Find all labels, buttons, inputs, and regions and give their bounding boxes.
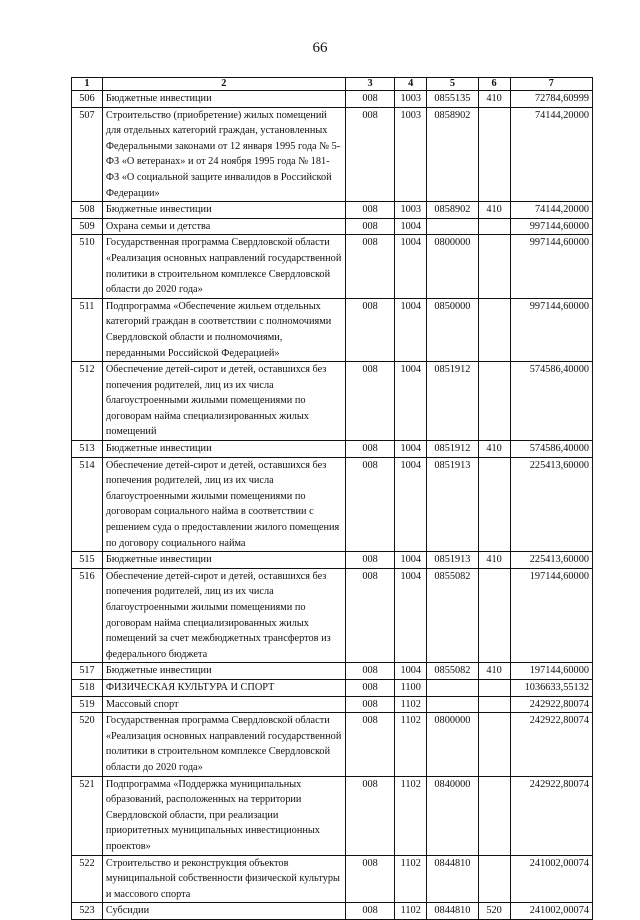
target-article-cell xyxy=(427,679,478,696)
section-code-cell: 1102 xyxy=(395,776,427,855)
row-number-cell: 512 xyxy=(72,362,103,441)
table-row xyxy=(72,679,593,696)
table-row xyxy=(72,202,593,219)
column-header: 7 xyxy=(510,78,592,91)
column-header: 2 xyxy=(102,78,345,91)
amount-cell: 74144,20000 xyxy=(510,202,592,219)
amount-cell: 225413,60000 xyxy=(510,457,592,552)
item-name-cell: Подпрограмма «Поддержка муниципальных образований, расположенных на территории Свердловской области, при реализации приоритетных муниципальных инвестиционных проектов» xyxy=(102,776,345,855)
target-article-cell: 0855082 xyxy=(427,568,478,663)
section-code-cell: 1004 xyxy=(395,362,427,441)
amount-cell: 241002,00074 xyxy=(510,855,592,903)
table-row xyxy=(72,903,593,920)
section-code-cell: 1100 xyxy=(395,679,427,696)
department-code-cell: 008 xyxy=(345,696,394,713)
table-header-row xyxy=(72,78,593,91)
row-number-cell: 523 xyxy=(72,903,103,920)
target-article-cell: 0858902 xyxy=(427,107,478,202)
expense-type-cell xyxy=(478,855,510,903)
department-code-cell: 008 xyxy=(345,457,394,552)
target-article-cell: 0800000 xyxy=(427,235,478,298)
row-number-cell: 510 xyxy=(72,235,103,298)
department-code-cell: 008 xyxy=(345,552,394,569)
amount-cell: 574586,40000 xyxy=(510,441,592,458)
row-number-cell: 517 xyxy=(72,663,103,680)
section-code-cell: 1004 xyxy=(395,457,427,552)
amount-cell: 1036633,55132 xyxy=(510,679,592,696)
expense-type-cell xyxy=(478,107,510,202)
table-row xyxy=(72,235,593,298)
table-row xyxy=(72,568,593,663)
item-name-cell: Обеспечение детей-сирот и детей, оставшихся без попечения родителей, лиц из их числа благоустроенными жилыми помещениями по договорам найма специализированных жилых помещений xyxy=(102,362,345,441)
row-number-cell: 518 xyxy=(72,679,103,696)
table-row xyxy=(72,552,593,569)
table-row xyxy=(72,776,593,855)
section-code-cell: 1102 xyxy=(395,903,427,920)
amount-cell: 74144,20000 xyxy=(510,107,592,202)
section-code-cell: 1004 xyxy=(395,298,427,361)
item-name-cell: Строительство и реконструкция объектов муниципальной собственности физической культуры и массового спорта xyxy=(102,855,345,903)
table-row xyxy=(72,457,593,552)
section-code-cell: 1004 xyxy=(395,235,427,298)
table-body xyxy=(72,91,593,920)
target-article-cell: 0844810 xyxy=(427,903,478,920)
row-number-cell: 516 xyxy=(72,568,103,663)
item-name-cell: Субсидии xyxy=(102,903,345,920)
department-code-cell: 008 xyxy=(345,202,394,219)
target-article-cell: 0844810 xyxy=(427,855,478,903)
section-code-cell: 1004 xyxy=(395,552,427,569)
row-number-cell: 519 xyxy=(72,696,103,713)
item-name-cell: Государственная программа Свердловской области «Реализация основных направлений государственной политики в строительном комплексе Свердловской области до 2020 года» xyxy=(102,713,345,776)
row-number-cell: 520 xyxy=(72,713,103,776)
amount-cell: 242922,80074 xyxy=(510,713,592,776)
expense-type-cell: 410 xyxy=(478,441,510,458)
expense-type-cell: 520 xyxy=(478,903,510,920)
amount-cell: 241002,00074 xyxy=(510,903,592,920)
expense-type-cell: 410 xyxy=(478,663,510,680)
row-number-cell: 507 xyxy=(72,107,103,202)
target-article-cell: 0851913 xyxy=(427,552,478,569)
column-header: 4 xyxy=(395,78,427,91)
amount-cell: 997144,60000 xyxy=(510,235,592,298)
expense-type-cell xyxy=(478,679,510,696)
item-name-cell: Обеспечение детей-сирот и детей, оставшихся без попечения родителей, лиц из их числа благоустроенными жилыми помещениями по договорам найма специализированных жилых помещений за счет межбюджетных трансфертов из федерального бюджета xyxy=(102,568,345,663)
section-code-cell: 1004 xyxy=(395,441,427,458)
row-number-cell: 522 xyxy=(72,855,103,903)
table-row xyxy=(72,696,593,713)
amount-cell: 197144,60000 xyxy=(510,568,592,663)
amount-cell: 997144,60000 xyxy=(510,298,592,361)
item-name-cell: Бюджетные инвестиции xyxy=(102,552,345,569)
table-row xyxy=(72,107,593,202)
table-row xyxy=(72,218,593,235)
target-article-cell: 0851913 xyxy=(427,457,478,552)
table-row xyxy=(72,855,593,903)
expense-type-cell: 410 xyxy=(478,552,510,569)
section-code-cell: 1102 xyxy=(395,713,427,776)
amount-cell: 225413,60000 xyxy=(510,552,592,569)
item-name-cell: Обеспечение детей-сирот и детей, оставшихся без попечения родителей, лиц из их числа благоустроенными жилыми помещениями по договорам социального найма в соответствии с решением суда о предоставлении жилого помещения по договору социального найма xyxy=(102,457,345,552)
expense-type-cell xyxy=(478,713,510,776)
target-article-cell xyxy=(427,696,478,713)
column-header: 6 xyxy=(478,78,510,91)
column-header: 1 xyxy=(72,78,103,91)
item-name-cell: Бюджетные инвестиции xyxy=(102,441,345,458)
row-number-cell: 515 xyxy=(72,552,103,569)
table-row xyxy=(72,713,593,776)
table-row xyxy=(72,298,593,361)
item-name-cell: Государственная программа Свердловской области «Реализация основных направлений государственной политики в строительном комплексе Свердловской области до 2020 года» xyxy=(102,235,345,298)
item-name-cell: Массовый спорт xyxy=(102,696,345,713)
department-code-cell: 008 xyxy=(345,679,394,696)
expense-type-cell: 410 xyxy=(478,202,510,219)
row-number-cell: 514 xyxy=(72,457,103,552)
expense-type-cell xyxy=(478,776,510,855)
expense-type-cell xyxy=(478,235,510,298)
section-code-cell: 1003 xyxy=(395,202,427,219)
row-number-cell: 506 xyxy=(72,91,103,108)
section-code-cell: 1003 xyxy=(395,107,427,202)
column-header: 3 xyxy=(345,78,394,91)
section-code-cell: 1102 xyxy=(395,696,427,713)
expense-type-cell xyxy=(478,696,510,713)
table-row xyxy=(72,91,593,108)
target-article-cell: 0800000 xyxy=(427,713,478,776)
department-code-cell: 008 xyxy=(345,235,394,298)
department-code-cell: 008 xyxy=(345,855,394,903)
expense-type-cell xyxy=(478,362,510,441)
expense-type-cell xyxy=(478,568,510,663)
expense-type-cell: 410 xyxy=(478,91,510,108)
target-article-cell: 0851912 xyxy=(427,441,478,458)
table-row xyxy=(72,362,593,441)
department-code-cell: 008 xyxy=(345,218,394,235)
row-number-cell: 511 xyxy=(72,298,103,361)
department-code-cell: 008 xyxy=(345,776,394,855)
expense-type-cell xyxy=(478,457,510,552)
expense-type-cell xyxy=(478,298,510,361)
department-code-cell: 008 xyxy=(345,568,394,663)
target-article-cell: 0855082 xyxy=(427,663,478,680)
item-name-cell: Охрана семьи и детства xyxy=(102,218,345,235)
row-number-cell: 509 xyxy=(72,218,103,235)
department-code-cell: 008 xyxy=(345,441,394,458)
target-article-cell: 0840000 xyxy=(427,776,478,855)
row-number-cell: 513 xyxy=(72,441,103,458)
amount-cell: 574586,40000 xyxy=(510,362,592,441)
section-code-cell: 1004 xyxy=(395,218,427,235)
item-name-cell: ФИЗИЧЕСКАЯ КУЛЬТУРА И СПОРТ xyxy=(102,679,345,696)
amount-cell: 197144,60000 xyxy=(510,663,592,680)
target-article-cell xyxy=(427,218,478,235)
item-name-cell: Строительство (приобретение) жилых помещений для отдельных категорий граждан, установленных Федеральными законами от 12 января 1995 года № 5-ФЗ «О ветеранах» и от 24 ноября 1995 года № 181-ФЗ «О социальной защите инвалидов в Российской Федерации» xyxy=(102,107,345,202)
item-name-cell: Подпрограмма «Обеспечение жильем отдельных категорий граждан в соответствии с полномочиями Свердловской области и полномочиями, переданными Российской Федерацией» xyxy=(102,298,345,361)
section-code-cell: 1004 xyxy=(395,663,427,680)
target-article-cell: 0858902 xyxy=(427,202,478,219)
table-row xyxy=(72,663,593,680)
table-row xyxy=(72,441,593,458)
department-code-cell: 008 xyxy=(345,903,394,920)
amount-cell: 72784,60999 xyxy=(510,91,592,108)
department-code-cell: 008 xyxy=(345,362,394,441)
department-code-cell: 008 xyxy=(345,298,394,361)
amount-cell: 997144,60000 xyxy=(510,218,592,235)
section-code-cell: 1003 xyxy=(395,91,427,108)
item-name-cell: Бюджетные инвестиции xyxy=(102,202,345,219)
department-code-cell: 008 xyxy=(345,107,394,202)
expense-type-cell xyxy=(478,218,510,235)
department-code-cell: 008 xyxy=(345,713,394,776)
target-article-cell: 0850000 xyxy=(427,298,478,361)
target-article-cell: 0855135 xyxy=(427,91,478,108)
department-code-cell: 008 xyxy=(345,663,394,680)
section-code-cell: 1102 xyxy=(395,855,427,903)
target-article-cell: 0851912 xyxy=(427,362,478,441)
section-code-cell: 1004 xyxy=(395,568,427,663)
row-number-cell: 521 xyxy=(72,776,103,855)
budget-table xyxy=(71,77,593,920)
page-number: 66 xyxy=(312,40,328,56)
amount-cell: 242922,80074 xyxy=(510,696,592,713)
item-name-cell: Бюджетные инвестиции xyxy=(102,91,345,108)
column-header: 5 xyxy=(427,78,478,91)
row-number-cell: 508 xyxy=(72,202,103,219)
department-code-cell: 008 xyxy=(345,91,394,108)
item-name-cell: Бюджетные инвестиции xyxy=(102,663,345,680)
amount-cell: 242922,80074 xyxy=(510,776,592,855)
